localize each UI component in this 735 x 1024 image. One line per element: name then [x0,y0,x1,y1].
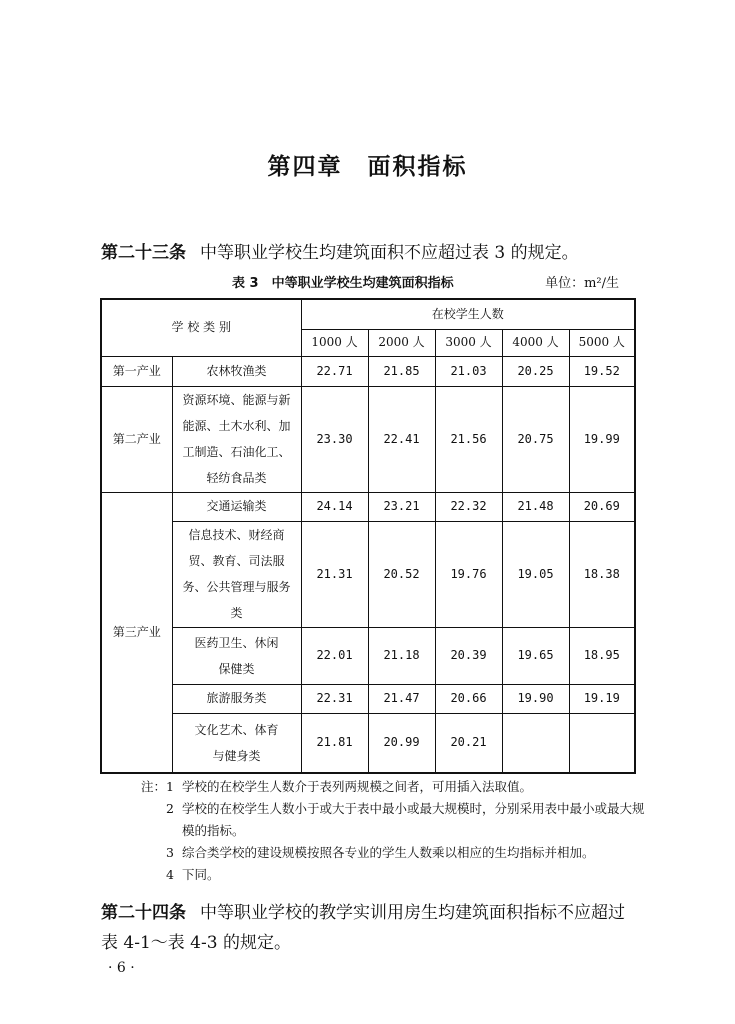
value-cell: 19.05 [502,521,569,627]
value-cell: 23.21 [368,492,435,521]
table-notes [128,776,648,886]
value-cell: 21.18 [368,627,435,684]
value-cell: 18.95 [569,627,635,684]
column-header: 3000 人 [435,329,502,356]
value-cell: 22.71 [301,356,368,386]
article-24-number: 第二十四条 [101,903,186,923]
value-cell: 20.52 [368,521,435,627]
value-cell: 21.47 [368,684,435,713]
value-cell: 19.99 [569,386,635,492]
note-text: 下同。 [182,867,220,882]
note-item [128,842,648,864]
value-cell: 19.65 [502,627,569,684]
value-cell: 18.38 [569,521,635,627]
note-label: 注：1 [141,779,174,794]
value-cell: 20.39 [435,627,502,684]
column-header: 4000 人 [502,329,569,356]
value-cell: 20.66 [435,684,502,713]
industry-cell: 第二产业 [101,386,172,492]
value-cell [502,713,569,773]
chapter-title: 第四章 面积指标 [267,154,468,180]
table-row [101,356,635,386]
note-label: 3 [166,845,174,860]
table-row [101,521,635,627]
value-cell: 22.41 [368,386,435,492]
value-cell: 19.76 [435,521,502,627]
table-row [101,492,635,521]
note-text: 综合类学校的建设规模按照各专业的学生人数乘以相应的生均指标并相加。 [182,845,595,860]
table-row [101,386,635,492]
value-cell [569,713,635,773]
article-23-number: 第二十三条 [101,243,186,263]
value-cell: 23.30 [301,386,368,492]
note-label: 2 [166,801,174,816]
value-cell: 21.31 [301,521,368,627]
value-cell: 21.85 [368,356,435,386]
table-row [101,684,635,713]
value-cell: 20.25 [502,356,569,386]
category-cell: 信息技术、财经商贸、教育、司法服务、公共管理与服务类 [172,521,301,627]
note-label: 4 [166,867,174,882]
column-header: 2000 人 [368,329,435,356]
value-cell: 21.81 [301,713,368,773]
article-24-text: 中等职业学校的教学实训用房生均建筑面积指标不应超过表 4-1～表 4-3 的规定。 [101,903,625,953]
industry-cell: 第三产业 [101,492,172,773]
table-row [101,627,635,684]
value-cell: 22.31 [301,684,368,713]
value-cell: 22.01 [301,627,368,684]
article-23-text: 中等职业学校生均建筑面积不应超过表 3 的规定。 [200,243,579,263]
value-cell: 19.52 [569,356,635,386]
note-text: 学校的在校学生人数介于表列两规模之间者，可用插入法取值。 [182,779,533,794]
value-cell: 21.48 [502,492,569,521]
note-item [128,864,648,886]
note-text: 学校的在校学生人数小于或大于表中最小或最大规模时，分别采用表中最小或最大规模的指标。 [182,801,645,838]
table-caption: 表 3 中等职业学校生均建筑面积指标 [232,276,454,291]
value-cell: 19.19 [569,684,635,713]
value-cell: 20.21 [435,713,502,773]
header-scale: 在校学生人数 [301,299,635,329]
table-row [101,713,635,773]
value-cell: 21.56 [435,386,502,492]
article-23 [101,238,641,268]
value-cell: 24.14 [301,492,368,521]
category-cell: 农林牧渔类 [172,356,301,386]
category-cell: 医药卫生、休闲保健类 [172,627,301,684]
value-cell: 21.03 [435,356,502,386]
note-item [128,798,648,842]
value-cell: 19.90 [502,684,569,713]
page-number: · 6 · [108,960,135,976]
value-cell: 20.99 [368,713,435,773]
header-category: 学 校 类 别 [101,299,301,356]
category-cell: 交通运输类 [172,492,301,521]
category-cell: 旅游服务类 [172,684,301,713]
category-cell: 资源环境、能源与新能源、土木水利、加工制造、石油化工、轻纺食品类 [172,386,301,492]
value-cell: 20.75 [502,386,569,492]
table-caption-bar [100,272,633,292]
article-24 [101,898,641,958]
industry-cell: 第一产业 [101,356,172,386]
note-item [128,776,648,798]
table-unit: 单位：m²/生 [545,276,619,291]
column-header: 5000 人 [569,329,635,356]
category-cell: 文化艺术、体育与健身类 [172,713,301,773]
value-cell: 22.32 [435,492,502,521]
column-header: 1000 人 [301,329,368,356]
value-cell: 20.69 [569,492,635,521]
area-index-table [100,298,636,774]
